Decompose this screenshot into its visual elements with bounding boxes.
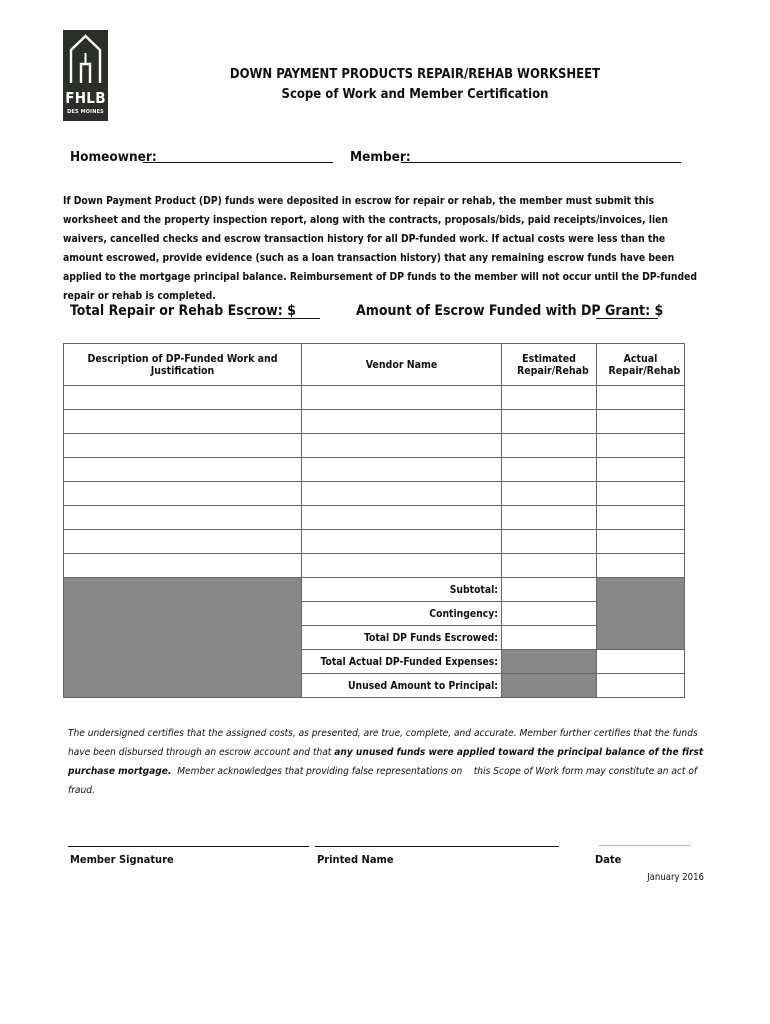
column-header-description: Description of DP-Funded Work and Justification — [64, 344, 302, 386]
certification-part1: The undersigned certifies that the assigned costs, as presented, are true, complete, and accurate. Member further certifies that the funds have been disbursed through an escrow account and that — [68, 728, 698, 758]
table-row — [64, 482, 685, 506]
homeowner-field[interactable] — [143, 162, 333, 163]
estimated-cell[interactable] — [502, 554, 597, 578]
table-row — [64, 530, 685, 554]
total-escrowed-label: Total DP Funds Escrowed: — [302, 626, 502, 650]
table-row — [64, 458, 685, 482]
column-header-vendor: Vendor Name — [302, 344, 502, 386]
page-title: DOWN PAYMENT PRODUCTS REPAIR/REHAB WORKSHEET — [229, 67, 601, 82]
estimated-cell[interactable] — [502, 482, 597, 506]
house-icon — [68, 33, 103, 85]
table-row — [64, 386, 685, 410]
grant-escrow-field[interactable] — [596, 318, 658, 319]
actual-cell[interactable] — [597, 482, 685, 506]
member-signature-line[interactable] — [68, 846, 309, 847]
vendor-cell[interactable] — [302, 410, 502, 434]
page-subtitle: Scope of Work and Member Certification — [281, 87, 549, 102]
subtotal-estimated-cell[interactable] — [502, 578, 597, 602]
shaded-block-left — [64, 578, 302, 698]
summary-row-subtotal — [64, 578, 685, 602]
contingency-estimated-cell[interactable] — [502, 602, 597, 626]
description-cell[interactable] — [64, 458, 302, 482]
vendor-cell[interactable] — [302, 386, 502, 410]
table-header-row — [64, 344, 685, 386]
table-row — [64, 554, 685, 578]
column-header-estimated — [502, 344, 597, 386]
description-cell[interactable] — [64, 386, 302, 410]
actual-cell[interactable] — [597, 530, 685, 554]
total-escrow-label: Total Repair or Rehab Escrow: $ — [70, 303, 296, 319]
member-field[interactable] — [401, 162, 681, 163]
vendor-cell[interactable] — [302, 482, 502, 506]
subtotal-label: Subtotal: — [302, 578, 502, 602]
total-escrow-field[interactable] — [247, 318, 320, 319]
estimated-cell[interactable] — [502, 458, 597, 482]
certification-text — [68, 724, 708, 800]
estimated-header-text: Estimated Repair/Rehab — [517, 352, 589, 377]
revision-date: January 2016 — [647, 872, 704, 883]
estimated-cell[interactable] — [502, 410, 597, 434]
table-row — [64, 434, 685, 458]
certification-bold: any unused funds were applied toward the principal balance of the first purchase mortgage. — [68, 747, 704, 777]
actual-cell[interactable] — [597, 458, 685, 482]
work-table — [63, 343, 685, 698]
description-cell[interactable] — [64, 506, 302, 530]
actual-cell[interactable] — [597, 410, 685, 434]
total-actual-cell[interactable] — [597, 650, 685, 674]
column-header-actual — [597, 344, 685, 386]
unused-label: Unused Amount to Principal: — [302, 674, 502, 698]
fhlb-logo — [63, 30, 108, 121]
member-label: Member: — [350, 149, 411, 165]
actual-cell[interactable] — [597, 506, 685, 530]
total-escrowed-estimated-cell[interactable] — [502, 626, 597, 650]
date-label: Date — [595, 853, 622, 866]
vendor-cell[interactable] — [302, 434, 502, 458]
instructions-paragraph: If Down Payment Product (DP) funds were deposited in escrow for repair or rehab, the member must submit this worksheet and the property inspection report, along with the contracts, proposals/bids, paid receipts/invoices, lien waivers, cancelled checks and escrow transaction history for all DP-funded work. If actual costs were less than the amount escrowed, provide evidence (such as a loan transaction history) that any remaining escrow funds have been applied to the mortgage principal balance. Reimbursement of DP funds to the member will not occur until the DP-funded repair or rehab is completed. — [63, 195, 697, 302]
estimated-cell[interactable] — [502, 530, 597, 554]
estimated-cell[interactable] — [502, 386, 597, 410]
printed-name-line[interactable] — [315, 846, 559, 847]
date-line[interactable] — [599, 845, 690, 846]
contingency-label: Contingency: — [302, 602, 502, 626]
actual-header-text: Actual Repair/Rehab — [608, 352, 681, 377]
member-signature-label: Member Signature — [70, 853, 174, 866]
logo-subtext: DES MOINES — [67, 109, 104, 115]
description-cell[interactable] — [64, 554, 302, 578]
homeowner-label: Homeowner: — [70, 149, 157, 165]
certification-part2: Member acknowledges that providing false representations on this Scope of Work form may constitute an act of fraud. — [68, 766, 700, 796]
unused-amount-cell[interactable] — [597, 674, 685, 698]
description-cell[interactable] — [64, 482, 302, 506]
description-cell[interactable] — [64, 410, 302, 434]
vendor-cell[interactable] — [302, 506, 502, 530]
total-actual-label: Total Actual DP-Funded Expenses: — [302, 650, 502, 674]
shaded-block-right — [597, 578, 685, 650]
total-actual-shaded-cell — [502, 650, 597, 674]
description-cell[interactable] — [64, 434, 302, 458]
description-cell[interactable] — [64, 530, 302, 554]
logo-text: FHLB — [65, 89, 106, 107]
actual-cell[interactable] — [597, 386, 685, 410]
unused-shaded-cell — [502, 674, 597, 698]
estimated-cell[interactable] — [502, 434, 597, 458]
actual-cell[interactable] — [597, 554, 685, 578]
vendor-cell[interactable] — [302, 554, 502, 578]
vendor-cell[interactable] — [302, 530, 502, 554]
table-row — [64, 410, 685, 434]
grant-escrow-label: Amount of Escrow Funded with DP Grant: $ — [356, 303, 664, 319]
vendor-cell[interactable] — [302, 458, 502, 482]
estimated-cell[interactable] — [502, 506, 597, 530]
printed-name-label: Printed Name — [317, 853, 394, 866]
actual-cell[interactable] — [597, 434, 685, 458]
table-row — [64, 506, 685, 530]
